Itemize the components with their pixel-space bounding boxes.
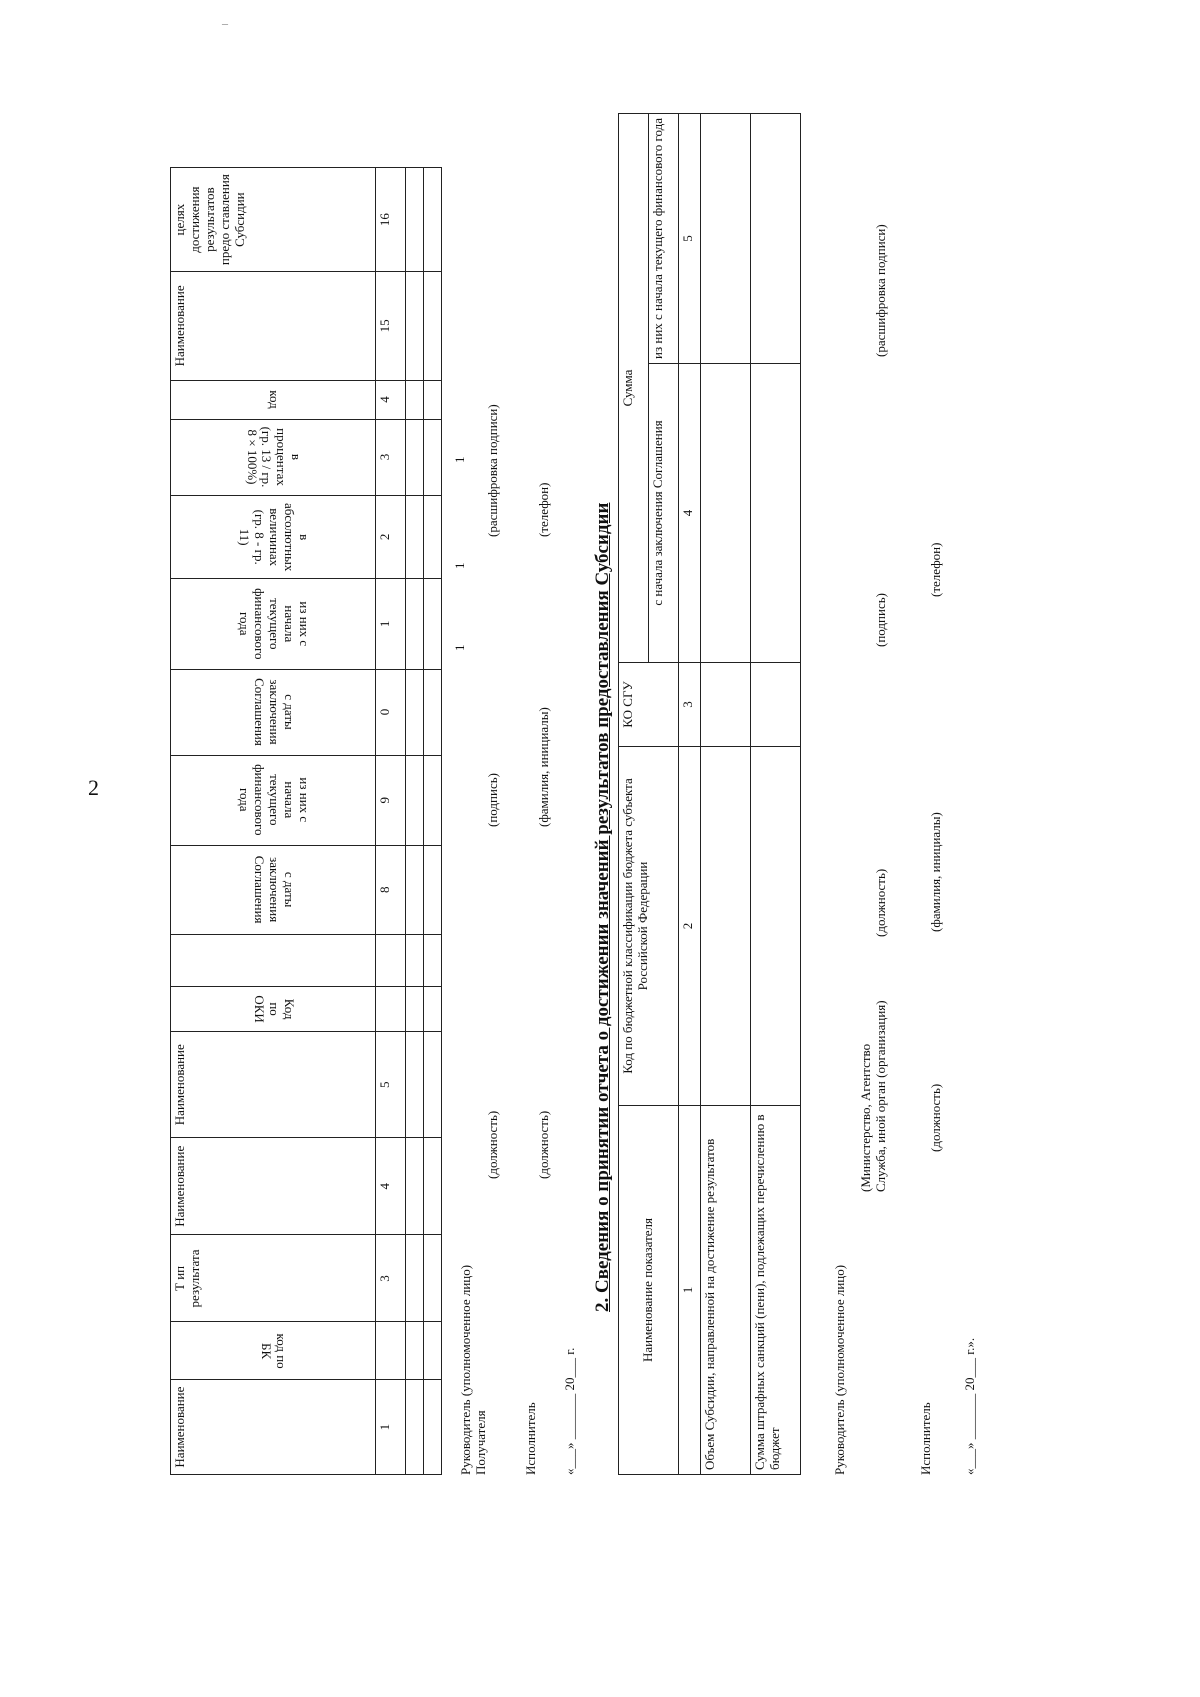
empty-cell <box>406 845 424 934</box>
empty-cell <box>406 380 424 419</box>
empty-cell <box>406 934 424 986</box>
ministry-caption-2: Служба, иной орган (организация) <box>873 1000 888 1192</box>
num-cell: 5 <box>376 1032 406 1138</box>
position-caption-2nd: (должность) <box>873 868 888 937</box>
empty-cell <box>701 114 751 364</box>
empty-cell <box>751 663 801 747</box>
executor-label-2nd: Исполнитель <box>918 1402 933 1475</box>
decoding-caption-2nd: (расшифровка подписи) <box>873 224 888 357</box>
section-2-title: 2. Сведения о принятии отчета о достижении значений результатов предоставления Субсидии <box>592 502 613 1312</box>
empty-cell <box>406 419 424 495</box>
executor-label: Исполнитель <box>523 1402 538 1475</box>
empty-cell <box>406 1322 424 1380</box>
empty-cell <box>406 1235 424 1322</box>
empty-cell <box>424 1032 442 1138</box>
empty-cell <box>406 986 424 1032</box>
th-oki-code: Код по ОКИ <box>171 986 376 1032</box>
th-name: Наименование <box>171 1380 376 1475</box>
empty-cell <box>406 168 424 272</box>
num-cell: 2 <box>376 495 406 579</box>
page-number: 2 <box>88 775 99 800</box>
num-cell: 0 <box>376 669 406 755</box>
th-code: код <box>171 380 376 419</box>
empty-cell <box>424 1322 442 1380</box>
empty-cell <box>424 495 442 579</box>
th-plan-since-year: из них с начала текущего финансового года <box>171 755 376 845</box>
num-cell <box>376 986 406 1032</box>
num-cell: 3 <box>376 1235 406 1322</box>
col-num: 4 <box>679 364 701 663</box>
empty-cell <box>406 495 424 579</box>
th-result-type: Т ип результата <box>171 1235 376 1322</box>
phone-caption-2nd: (телефон) <box>928 542 943 597</box>
num-cell: 3 <box>376 419 406 495</box>
th-goals: целях достижения результатов предо ставления Субсидии <box>171 168 376 272</box>
col-num: 2 <box>679 747 701 1106</box>
ministry-caption: (Министерство, Агентство <box>858 1043 873 1192</box>
empty-cell <box>406 755 424 845</box>
th-name-2: Наименование <box>171 1137 376 1235</box>
num-cell: 16 <box>376 168 406 272</box>
decoding-caption: (расшифровка подписи) <box>485 404 500 537</box>
num-cell: 15 <box>376 272 406 380</box>
th-since-agreement: с начала заключения Соглашения <box>649 364 679 663</box>
th-budget-code: Код по бюджетной классификации бюджета субъекта Российской Федерации <box>619 747 679 1106</box>
signature-caption: (подпись) <box>485 773 500 827</box>
num-cell: 1 <box>376 579 406 669</box>
col-num: 1 <box>679 1106 701 1475</box>
row-penalties: Сумма штрафных санкций (пени), подлежащих перечислению в бюджет <box>751 1106 801 1475</box>
signature-caption-2nd: (подпись) <box>873 593 888 647</box>
th-name-3: Наименование <box>171 1032 376 1138</box>
th-fact-since-agreement: с даты заключения Соглашения <box>171 669 376 755</box>
empty-cell <box>751 114 801 364</box>
results-table <box>170 167 442 1475</box>
empty-cell <box>406 1137 424 1235</box>
th-reason-name: Наименование <box>171 272 376 380</box>
empty-cell <box>424 168 442 272</box>
head-label: Руководитель (уполномоченное лицо) <box>458 1264 473 1475</box>
num-cell: 9 <box>376 755 406 845</box>
empty-cell <box>424 934 442 986</box>
empty-cell <box>424 579 442 669</box>
th-sum: Сумма <box>619 114 649 663</box>
empty-cell <box>701 663 751 747</box>
col-num: 3 <box>679 663 701 747</box>
empty-cell <box>424 380 442 419</box>
fio-caption: (фамилия, инициалы) <box>536 707 551 827</box>
th-deviation-pct: в процентах (гр. 13 / гр. 8 × 100%) <box>171 419 376 495</box>
small-mark: 1 <box>452 644 467 651</box>
th-deviation-abs: в абсолютных величинах (гр. 8 - гр. 11) <box>171 495 376 579</box>
empty-cell <box>406 579 424 669</box>
small-mark: 1 <box>452 562 467 569</box>
head-label-2nd: Руководитель (уполномоченное лицо) <box>832 1264 847 1475</box>
num-cell: 4 <box>376 380 406 419</box>
empty-cell <box>424 1380 442 1475</box>
empty-cell <box>406 1380 424 1475</box>
position-caption: (должность) <box>485 1110 500 1179</box>
empty-cell <box>424 845 442 934</box>
th-empty <box>171 934 376 986</box>
position-caption-2: (должность) <box>536 1110 551 1179</box>
date-line-2nd: «___» _______ 20___ г.». <box>962 1337 977 1475</box>
th-plan-since-agreement: с даты заключения Соглашения <box>171 845 376 934</box>
empty-cell <box>751 364 801 663</box>
empty-cell <box>406 1032 424 1138</box>
empty-cell <box>406 669 424 755</box>
acceptance-table <box>618 113 801 1475</box>
empty-cell <box>424 1137 442 1235</box>
empty-cell <box>424 1235 442 1322</box>
num-cell: 1 <box>376 1380 406 1475</box>
fio-caption-2nd: (фамилия, инициалы) <box>928 812 943 932</box>
num-cell <box>376 934 406 986</box>
phone-caption: (телефон) <box>536 482 551 537</box>
stray-mark: – <box>222 16 228 30</box>
th-kbk: код по БК <box>171 1322 376 1380</box>
empty-cell <box>424 272 442 380</box>
th-since-year: из них с начала текущего финансового года <box>649 114 679 364</box>
empty-cell <box>701 364 751 663</box>
th-fact-since-year: из них с начала текущего финансового года <box>171 579 376 669</box>
small-mark: 1 <box>452 456 467 463</box>
date-line: «___» _______ 20___ г. <box>562 1347 577 1475</box>
empty-cell <box>424 669 442 755</box>
num-cell <box>376 1322 406 1380</box>
col-num: 5 <box>679 114 701 364</box>
num-cell: 4 <box>376 1137 406 1235</box>
th-kosgu: КО СГУ <box>619 663 679 747</box>
empty-cell <box>406 272 424 380</box>
empty-cell <box>424 986 442 1032</box>
position-caption-2nd-b: (должность) <box>928 1083 943 1152</box>
head-label-2: Получателя <box>473 1410 488 1475</box>
row-subsidy-volume: Объем Субсидии, направленной на достижение результатов <box>701 1106 751 1475</box>
empty-cell <box>424 419 442 495</box>
empty-cell <box>751 747 801 1106</box>
empty-cell <box>424 755 442 845</box>
empty-cell <box>701 747 751 1106</box>
th-indicator: Наименование показателя <box>619 1106 679 1475</box>
num-cell: 8 <box>376 845 406 934</box>
